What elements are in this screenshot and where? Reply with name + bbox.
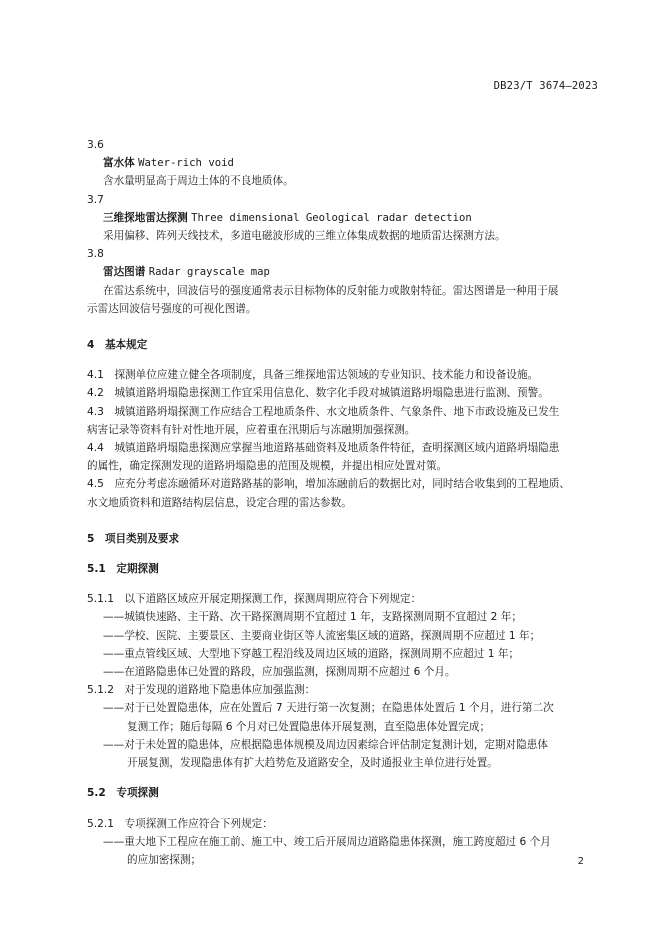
- term-zh: 富水体: [103, 157, 135, 170]
- term-definition: 含水量明显高于周边土体的不良地质体。: [103, 175, 294, 188]
- term-definition-line1: 在雷达系统中，回波信号的强度通常表示目标物体的反射能力或散射特征。雷达图谱是一种用于展: [103, 284, 559, 297]
- term-en: Radar grayscale map: [148, 266, 270, 279]
- clause-item-line1: 4.5 应充分考虑冻融循环对道路路基的影响，增加冻融前后的数据比对，同时结合收集到的工程地质、: [87, 478, 570, 491]
- clause-item-line2: 的属性，确定探测发现的道路坍塌隐患的范围及规模，并提出相应处置对策。: [87, 460, 448, 473]
- term-definition-line2: 示雷达回波信号强度的可视化图谱。: [87, 302, 257, 315]
- clause-item-line1: 4.4 城镇道路坍塌隐患探测应掌握当地道路基础资料及地质条件特征，查明探测区域内道路坍塌隐患: [87, 442, 560, 455]
- list-item-line1: ——对于已处置隐患体，应在处置后 7 天进行第一次复测；在隐患体处置后 1 个月，进行第二次: [103, 702, 554, 715]
- list-item-line1: ——对于未处置的隐患体，应根据隐患体规模及周边因素综合评估制定复测计划，定期对隐患体: [103, 738, 548, 751]
- list-item-line2: 复测工作；随后每隔 6 个月对已处置隐患体开展复测，直至隐患体处置完成；: [127, 720, 491, 733]
- term-title: [87, 263, 597, 281]
- list-item-line2: 开展复测，发现隐患体有扩大趋势危及道路安全，及时通报业主单位进行处置。: [127, 757, 498, 770]
- clause-item: 5.1.1 以下道路区域应开展定期探测工作，探测周期应符合下列规定：: [87, 593, 422, 606]
- clause-item: 5.2.1 专项探测工作应符合下列规定：: [87, 817, 273, 830]
- term-definition: 采用偏移、阵列天线技术，多道电磁波形成的三维立体集成数据的地质雷达探测方法。: [103, 230, 506, 243]
- subsection-heading: 5.2 专项探测: [87, 787, 159, 800]
- list-item-line2: 的应加密探测；: [127, 853, 202, 866]
- term-title: [87, 154, 597, 172]
- clause-item-line2: 病害记录等资料有针对性地开展，应着重在汛期后与冻融期加强探测。: [87, 423, 416, 436]
- list-item-line1: ——重大地下工程应在施工前、施工中、竣工后开展周边道路隐患体探测，施工跨度超过 6 个月: [103, 835, 551, 848]
- subsection-heading: 5.1 定期探测: [87, 563, 159, 576]
- term-number: 3.8: [87, 248, 104, 261]
- clause-item-line2: 水文地质资料和道路结构层信息，设定合理的雷达参数。: [87, 496, 352, 509]
- list-item: ——重点管线区域、大型地下穿越工程沿线及周边区域的道路，探测周期不应超过 1 年；: [103, 647, 520, 660]
- page-number: 2: [577, 856, 584, 867]
- clause-item: 4.2 城镇道路坍塌隐患探测工作宜采用信息化、数字化手段对城镇道路坍塌隐患进行监测、预警。: [87, 387, 549, 400]
- term-number: 3.6: [87, 139, 104, 151]
- term-zh: 雷达图谱: [103, 266, 146, 279]
- clause-item-line1: 4.3 城镇道路坍塌探测工作应结合工程地质条件、水文地质条件、气象条件、地下市政设施及已发生: [87, 405, 560, 418]
- list-item: ——学校、医院、主要景区、主要商业街区等人流密集区域的道路，探测周期不应超过 1 年；: [103, 629, 541, 642]
- term-number: 3.7: [87, 193, 104, 206]
- content-body: [87, 136, 597, 869]
- clause-item: 4.1 探测单位应建立健全各项制度，具备三维探地雷达领域的专业知识、技术能力和设备设施。: [87, 369, 539, 382]
- section-heading: 5 项目类别及要求: [87, 532, 180, 545]
- term-en: Water-rich void: [138, 157, 234, 170]
- list-item: ——在道路隐患体已处置的路段，应加强监测，探测周期不应超过 6 个月。: [103, 666, 456, 679]
- list-item: ——城镇快速路、主干路、次干路探测周期不宜超过 1 年，支路探测周期不宜超过 2 年；: [103, 611, 522, 624]
- doc-code-header: DB23/T 3674—2023: [493, 80, 598, 92]
- section-heading: 4 基本规定: [87, 339, 148, 352]
- clause-item: 5.1.2 对于发现的道路地下隐患体应加强监测：: [87, 684, 316, 697]
- term-en: Three dimensional Geological radar detection: [191, 211, 472, 224]
- term-zh: 三维探地雷达探测: [103, 211, 188, 224]
- term-title: [87, 209, 597, 227]
